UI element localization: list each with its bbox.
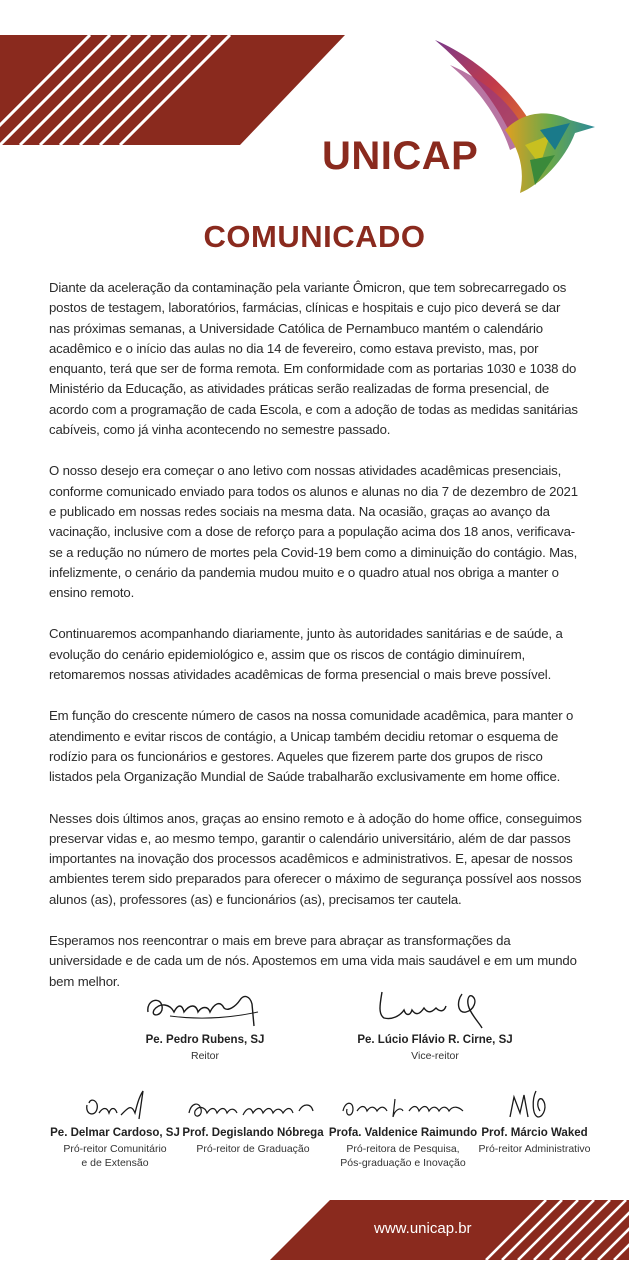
paragraph-3: Continuaremos acompanhando diariamente, junto às autoridades sanitárias e de saúde, a evolução do cenário epidemiológico e, assim que os riscos de contágio diminuírem, retomaremos nossas atividades acadêmicas de forma presencial o mais breve possível. xyxy=(49,626,563,683)
handwritten-signature-icon xyxy=(490,1085,580,1125)
signature-pro-reitor-administrativo xyxy=(472,1085,597,1156)
signature-pro-reitor-comunitario xyxy=(50,1085,180,1170)
letter-body xyxy=(49,278,584,1013)
signatory-name: Pe. Lúcio Flávio R. Cirne, SJ xyxy=(357,1034,513,1046)
signatory-role: Pró-reitor de Graduação xyxy=(196,1143,310,1155)
paragraph-5: Nesses dois últimos anos, graças ao ensino remoto e à adoção do home office, conseguimos preservar vidas e, ao mesmo tempo, garantir o calendário universitário, além de dar passos importantes na inovação dos processos acadêmicos e administrativos. E, apesar de nossos ambientes terem sido preparados para oferecer o máximo de segurança possível aos nossos alunos (as), professores (as) e funcionários (as), precisamos ter cautela. xyxy=(49,810,582,907)
handwritten-signature-icon xyxy=(140,982,270,1032)
role-line-1: Pró-reitor Comunitário xyxy=(63,1143,167,1155)
handwritten-signature-icon xyxy=(183,1085,323,1125)
role-line-2: Pós-graduação e Inovação xyxy=(340,1157,466,1169)
signatory-name: Pe. Delmar Cardoso, SJ xyxy=(50,1127,180,1139)
bottom-striped-banner xyxy=(0,1200,629,1260)
signatory-name: Profa. Valdenice Raimundo xyxy=(328,1127,478,1139)
signature-pro-reitor-graduacao xyxy=(178,1085,328,1156)
role-line-1: Pró-reitora de Pesquisa, xyxy=(346,1143,460,1155)
handwritten-signature-icon xyxy=(65,1085,165,1125)
signatory-name: Prof. Degislando Nóbrega xyxy=(182,1127,324,1139)
signatory-role xyxy=(50,1142,180,1170)
paragraph-4: Em função do crescente número de casos na nossa comunidade acadêmica, para manter o atendimento e evitar riscos de contágio, a Unicap também decidiu retomar o esquema de rodízio para os funcionários e gestores. Aqueles que fizerem parte dos grupos de risco listados pela Organização Mundial de Saúde trabalharão exclusivamente em home office. xyxy=(49,708,574,785)
signatory-role: Reitor xyxy=(190,1050,219,1062)
handwritten-signature-icon xyxy=(333,1085,473,1125)
signature-vice-reitor xyxy=(345,982,525,1063)
signatory-role: Vice-reitor xyxy=(411,1050,459,1062)
signatory-name: Prof. Márcio Waked xyxy=(481,1127,588,1139)
unicap-logo-text: UNICAP xyxy=(322,134,479,178)
signature-reitor xyxy=(120,982,290,1063)
page-title: COMUNICADO xyxy=(203,219,426,254)
top-striped-banner xyxy=(0,35,345,145)
website-link[interactable]: www.unicap.br xyxy=(374,1220,472,1237)
handwritten-signature-icon xyxy=(370,982,500,1032)
signature-pro-reitora-pesquisa xyxy=(328,1085,478,1170)
signatory-role xyxy=(328,1142,478,1170)
paragraph-2: O nosso desejo era começar o ano letivo com nossas atividades acadêmicas presenciais, conforme comunicado enviado para todos os alunos e alunas no dia 7 de dezembro de 2021 e publicado em nossas redes sociais na mesma data. Na ocasião, graças ao avanço da vacinação, inclusive com a dose de reforço para a população acima dos 18 anos, verificava-se a redução no número de mortes pela Covid-19 bem como a diminuição do contágio. Mas, infelizmente, o cenário da pandemia mudou muito e o quadro atual nos obriga a manter o ensino remoto. xyxy=(49,463,578,601)
signatory-name: Pe. Pedro Rubens, SJ xyxy=(145,1034,265,1046)
role-line-2: e de Extensão xyxy=(81,1157,149,1169)
dove-logo-icon xyxy=(430,35,600,195)
paragraph-6: Esperamos nos reencontrar o mais em breve para abraçar as transformações da universidade e de cada um de nós. Apostemos em uma vida mais saudável e em um mundo bem melhor. xyxy=(49,933,577,989)
paragraph-1: Diante da aceleração da contaminação pela variante Ômicron, que tem sobrecarregado os postos de testagem, laboratórios, farmácias, clínicas e hospitais e cujo pico deverá se dar nas próximas semanas, a Universidade Católica de Pernambuco mantém o calendário acadêmico e o início das aulas no dia 14 de fevereiro, como estava previsto, mas, por enquanto, terá que ser de forma remota. Em conformidade com as portarias 1030 e 1038 do Ministério da Educação, as atividades práticas serão realizadas de forma presencial, de acordo com a programação de cada Escola, e com a adoção de todas as medidas sanitárias cabíveis, como já vinha acontecendo no semestre passado. xyxy=(49,280,578,438)
signatory-role: Pró-reitor Administrativo xyxy=(478,1143,591,1155)
